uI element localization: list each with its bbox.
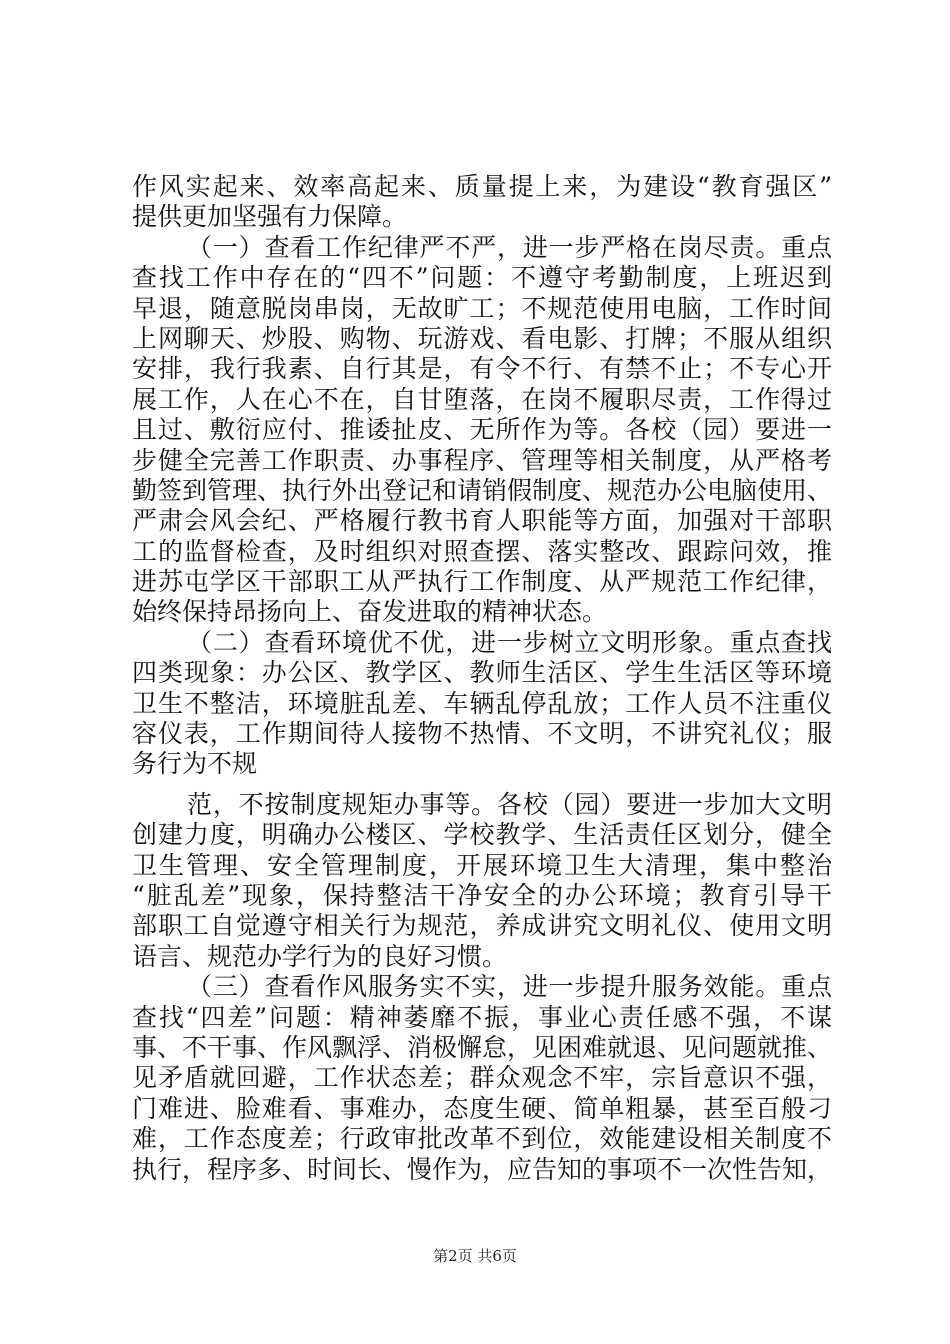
text-line: 严肃会风会纪、严格履行教书育人职能等方面，加强对干部职 <box>132 506 832 536</box>
page-number-footer: 第2页 共6页 <box>433 1247 517 1265</box>
text-line: 难，工作态度差；行政审批改革不到位，效能建设相关制度不 <box>132 1124 832 1154</box>
text-line: 容仪表，工作期间待人接物不热情、不文明，不讲究礼仪；服 <box>132 719 832 749</box>
text-line: 语言、规范办学行为的良好习惯。 <box>132 941 508 971</box>
text-line: 务行为不规 <box>132 749 258 779</box>
text-line: 进苏屯学区干部职工从严执行工作制度、从严规范工作纪律， <box>132 567 832 597</box>
text-line: 见矛盾就回避，工作状态差；群众观念不牢，宗旨意识不强， <box>132 1063 832 1093</box>
text-line: 始终保持昂扬向上、奋发进取的精神状态。 <box>132 597 608 627</box>
text-line: 且过、敷衍应付、推诿扯皮、无所作为等。各校（园）要进一 <box>132 415 832 445</box>
text-line: 创建力度，明确办公楼区、学校教学、生活责任区划分，健全 <box>132 820 832 850</box>
text-line: 卫生不整洁，环境脏乱差、车辆乱停乱放；工作人员不注重仪 <box>132 688 832 718</box>
text-line: 四类现象：办公区、教学区、教师生活区、学生生活区等环境 <box>132 658 832 688</box>
paragraph-1-heading-line: （一）查看工作纪律严不严，进一步严格在岗尽责。重点 <box>187 232 832 262</box>
text-line: 查找工作中存在的“四不”问题：不遵守考勤制度，上班迟到 <box>132 263 832 293</box>
text-line: 展工作，人在心不在，自甘堕落，在岗不履职尽责，工作得过 <box>132 384 832 414</box>
text-line: 安排，我行我素、自行其是，有令不行、有禁不止；不专心开 <box>132 354 832 384</box>
text-line: 卫生管理、安全管理制度，开展环境卫生大清理，集中整治 <box>132 850 832 880</box>
text-line: 作风实起来、效率高起来、质量提上来，为建设“教育强区” <box>132 172 832 201</box>
text-line: 步健全完善工作职责、办事程序、管理等相关制度，从严格考 <box>132 445 832 475</box>
text-line: 门难进、脸难看、事难办，态度生硬、简单粗暴，甚至百般刁 <box>132 1093 832 1123</box>
paragraph-2-continuation-line: 范，不按制度规矩办事等。各校（园）要进一步加大文明 <box>187 789 832 819</box>
text-line: 事、不干事、作风飘浮、消极懈怠，见困难就退、见问题就推、 <box>132 1032 832 1062</box>
text-line: 执行，程序多、时间长、慢作为，应告知的事项不一次性告知， <box>132 1154 832 1184</box>
text-line: 工的监督检查，及时组织对照查摆、落实整改、跟踪问效，推 <box>132 536 832 566</box>
text-line: 查找“四差”问题：精神萎靡不振，事业心责任感不强，不谋 <box>132 1002 832 1032</box>
text-line: 上网聊天、炒股、购物、玩游戏、看电影、打牌；不服从组织 <box>132 323 832 353</box>
text-line: 早退，随意脱岗串岗，无故旷工；不规范使用电脑，工作时间 <box>132 293 832 323</box>
paragraph-2-heading-line: （二）查看环境优不优，进一步树立文明形象。重点查找 <box>187 627 832 657</box>
text-line: 提供更加坚强有力保障。 <box>132 202 408 232</box>
body-text <box>132 172 832 1185</box>
text-line: 部职工自觉遵守相关行为规范，养成讲究文明礼仪、使用文明 <box>132 911 832 941</box>
paragraph-3-heading-line: （三）查看作风服务实不实，进一步提升服务效能。重点 <box>187 972 832 1002</box>
text-line: “脏乱差”现象，保持整洁干净安全的办公环境；教育引导干 <box>132 880 832 910</box>
text-line: 勤签到管理、执行外出登记和请销假制度、规范办公电脑使用、 <box>132 475 832 505</box>
